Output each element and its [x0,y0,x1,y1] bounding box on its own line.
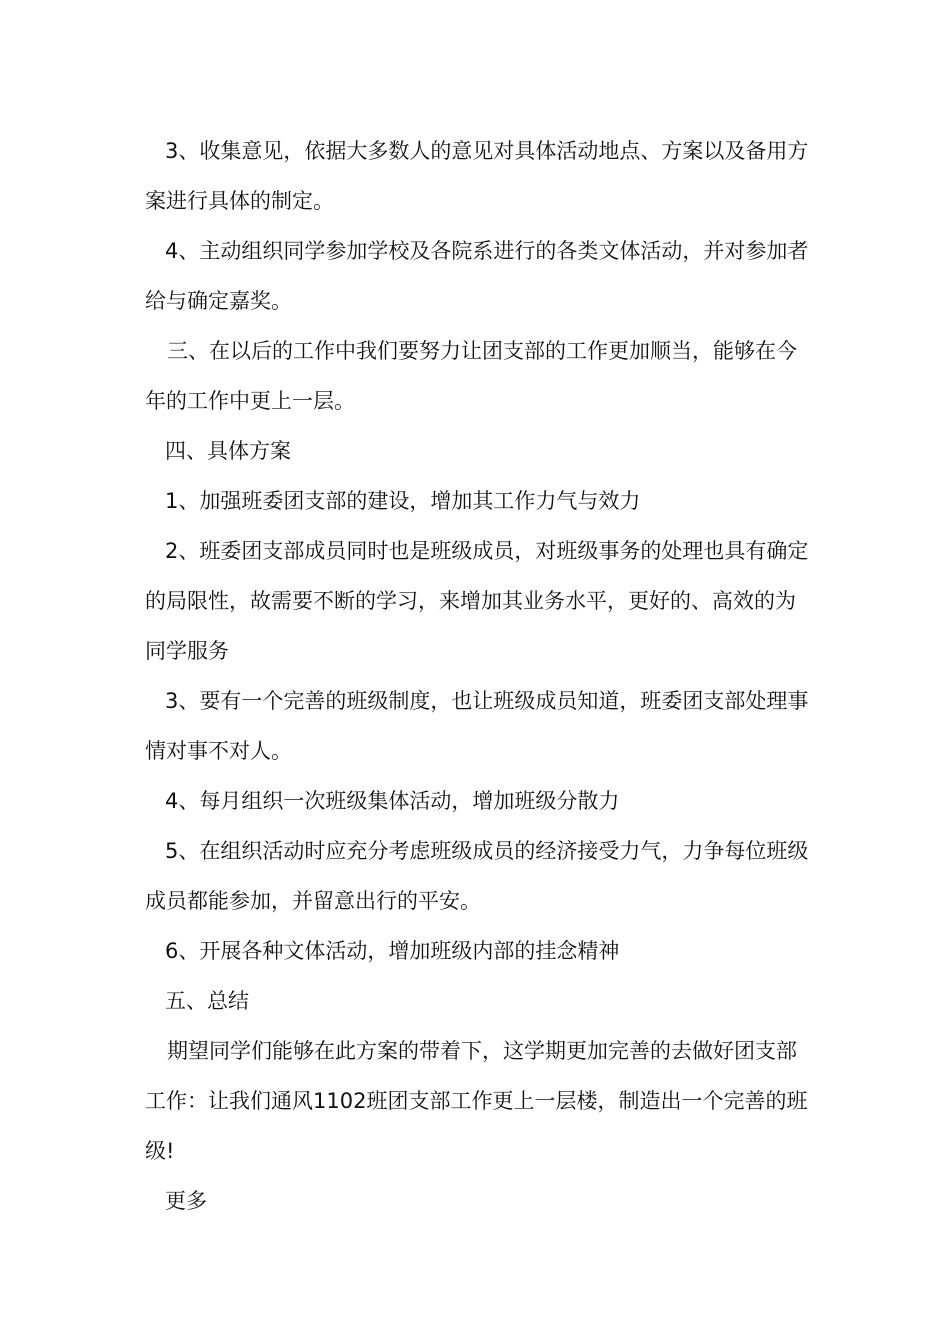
paragraph-4: 四、具体方案 [165,439,291,463]
paragraph-1: 3、收集意见，依据大多数人的意见对具体活动地点、方案以及备用方案进行具体的制定。 [145,139,809,213]
paragraph-2: 4、主动组织同学参加学校及各院系进行的各类文体活动，并对参加者给与确定嘉奖。 [145,239,809,313]
more-link[interactable]: 更多 [165,1189,207,1213]
paragraph-3: 三、在以后的工作中我们要努力让团支部的工作更加顺当，能够在今年的工作中更上一层。 [145,339,797,413]
paragraph-7: 3、要有一个完善的班级制度，也让班级成员知道，班委团支部处理事情对事不对人。 [145,689,809,763]
paragraph-9: 5、在组织活动时应充分考虑班级成员的经济接受力气，力争每位班级成员都能参加，并留意出行的平安。 [145,839,809,913]
paragraph-8: 4、每月组织一次班级集体活动，增加班级分散力 [165,789,620,813]
paragraph-11: 五、总结 [165,989,249,1013]
paragraph-12: 期望同学们能够在此方案的带着下，这学期更加完善的去做好团支部工作：让我们通风1102班团支部工作更上一层楼，制造出一个完善的班级! [145,1039,808,1163]
paragraph-5: 1、加强班委团支部的建设，增加其工作力气与效力 [165,489,641,513]
paragraph-10: 6、开展各种文体活动，增加班级内部的挂念精神 [165,939,620,963]
document-body [145,126,810,1226]
paragraph-6: 2、班委团支部成员同时也是班级成员，对班级事务的处理也具有确定的局限性，故需要不断的学习，来增加其业务水平，更好的、高效的为同学服务 [145,539,809,663]
